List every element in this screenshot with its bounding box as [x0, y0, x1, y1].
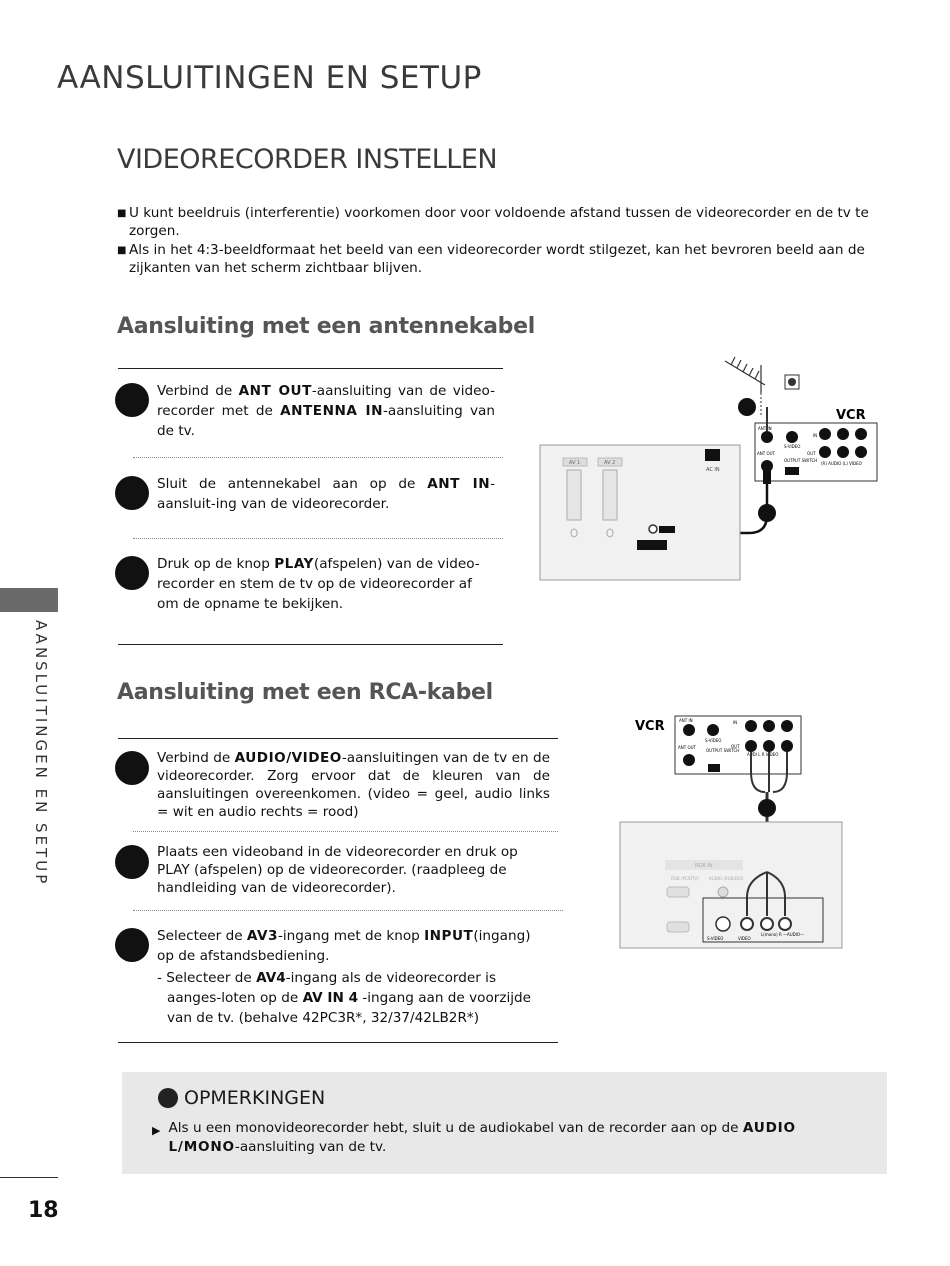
- rgb-in-label: RGB IN: [695, 863, 713, 869]
- vcr-label: VCR: [635, 719, 665, 734]
- dotted-divider: [133, 910, 563, 911]
- side-tab-marker: [0, 588, 58, 612]
- section-title: VIDEORECORDER INSTELLEN: [117, 144, 498, 175]
- rca-step-2: Plaats een videoband in de videorecorder en druk op PLAY (afspelen) op de videorecorder. (raadpleeg de handleiding van de videorecorder).: [115, 843, 550, 897]
- step-marker-icon: [738, 398, 756, 416]
- intro-bullet: ■ U kunt beeldruis (interferentie) voorkomen door voor voldoende afstand tussen de videorecorder en de tv te zorgen.: [117, 205, 869, 239]
- step-marker-icon: [758, 799, 776, 817]
- antenna-step-1: Verbind de ANT OUT-aansluiting van de video-recorder met de ANTENNA IN-aansluiting van de tv.: [115, 381, 495, 441]
- audio-label: AUDI L R VIDEO: [747, 752, 779, 757]
- audio-rgb-label: AUDIO (RGB/DVI): [709, 876, 744, 881]
- intro-bullets: [117, 204, 887, 278]
- notes-text: ▶ Als u een monovideorecorder hebt, sluit u de audiokabel van de recorder aan op de AUDIO L/MONO-aansluiting van de tv.: [152, 1120, 796, 1155]
- output-switch-label: OUTPUT SWITCH: [706, 748, 740, 753]
- step-bullet-icon: [115, 383, 149, 417]
- rca-connection-diagram: [605, 712, 855, 952]
- side-chapter-label: AANSLUITINGEN EN SETUP: [32, 620, 50, 887]
- main-title: AANSLUITINGEN EN SETUP: [57, 60, 482, 96]
- ant-out-label: ANT OUT: [678, 745, 696, 750]
- rgb-port-icon: [667, 887, 689, 897]
- antenna-section-title: Aansluiting met een antennekabel: [117, 314, 535, 339]
- s-video-socket-icon: [716, 917, 730, 931]
- out-label: OUT: [731, 744, 740, 749]
- divider: [118, 644, 503, 645]
- bullet-square-icon: ■: [117, 245, 127, 256]
- ant-in-label: ANT IN: [679, 718, 693, 723]
- ac-in-label: AC IN: [706, 467, 720, 473]
- audio-l-socket-icon: [761, 918, 773, 930]
- s-video-label: S-VIDEO: [705, 738, 722, 743]
- output-switch-label: OUTPUT SWITCH: [784, 458, 818, 463]
- antenna-step-3: Druk op de knop PLAY(afspelen) van de video-recorder en stem de tv op de videorecorder af om de opname te bekijken.: [115, 554, 495, 614]
- scart-av2-icon: [603, 470, 617, 520]
- rca-step-1: Verbind de AUDIO/VIDEO-aansluitingen van de tv en de videorecorder. Zorg ervoor dat de kleuren van de aansluitingen overeenkomen. (video = geel, audio links = wit en audio rechts = rood): [115, 749, 550, 821]
- rgb-pc-label: RGB (PC/DTV): [671, 876, 699, 881]
- page-number-rule: [0, 1177, 58, 1178]
- divider: [118, 368, 503, 369]
- dotted-divider: [133, 831, 558, 832]
- step-bullet-icon: [115, 751, 149, 785]
- antenna-icon: [725, 357, 765, 393]
- audio-label: L(mono) R —AUDIO—: [761, 932, 805, 937]
- audio-video-label: (R) AUDIO (L) VIDEO: [821, 461, 862, 466]
- av2-label: AV 2: [604, 460, 616, 466]
- video-label: VIDEO: [738, 936, 751, 941]
- page-number: 18: [28, 1198, 59, 1223]
- notes-bullet-icon: [158, 1088, 178, 1108]
- scart-av1-icon: [567, 470, 581, 520]
- in-label: IN: [733, 720, 738, 725]
- divider: [118, 738, 558, 739]
- triangle-right-icon: ▶: [152, 1124, 161, 1137]
- step-bullet-icon: [115, 476, 149, 510]
- antenna-connection-diagram: [535, 355, 885, 585]
- ac-in-icon: [705, 449, 720, 461]
- rca-step-3-note: - Selecteer de AV4-ingang als de videorecorder is aanges-loten op de AV IN 4 -ingang aan de voorzijde van de tv. (behalve 42PC3R*, 32/37/42LB2R*): [157, 970, 532, 1026]
- s-video-label: S-VIDEO: [784, 444, 801, 449]
- ant-in-label: ANT IN: [758, 426, 772, 431]
- tv-back-panel: [620, 822, 842, 948]
- step-bullet-icon: [115, 556, 149, 590]
- divider: [118, 1042, 558, 1043]
- rca-step-3: Selecteer de AV3-ingang met de knop INPUT(ingang) op de afstandsbediening.: [115, 926, 550, 966]
- video-socket-icon: [741, 918, 753, 930]
- antenna-in-socket-icon: [649, 525, 657, 533]
- bullet-square-icon: ■: [117, 208, 127, 219]
- av1-label: AV 1: [569, 460, 581, 466]
- audio-r-socket-icon: [779, 918, 791, 930]
- rgb-port-icon: [667, 922, 689, 932]
- vcr-label: VCR: [836, 408, 866, 423]
- ant-out-label: ANT OUT: [757, 451, 775, 456]
- rca-section-title: Aansluiting met een RCA-kabel: [117, 680, 493, 705]
- antenna-step-2: Sluit de antennekabel aan op de ANT IN-aansluit-ing van de videorecorder.: [115, 474, 495, 514]
- intro-bullet: ■ Als in het 4:3-beeldformaat het beeld van een videorecorder wordt stilgezet, kan het bevroren beeld aan de zijkanten van het scherm zichtbaar blijven.: [117, 242, 865, 276]
- step-bullet-icon: [115, 845, 149, 879]
- step-bullet-icon: [115, 928, 149, 962]
- s-video-label: S-VIDEO: [707, 936, 724, 941]
- notes-title: OPMERKINGEN: [158, 1087, 325, 1109]
- out-label: OUT: [807, 451, 816, 456]
- in-label: IN: [813, 433, 818, 438]
- step-marker-icon: [758, 504, 776, 522]
- dotted-divider: [133, 457, 503, 458]
- dotted-divider: [133, 538, 503, 539]
